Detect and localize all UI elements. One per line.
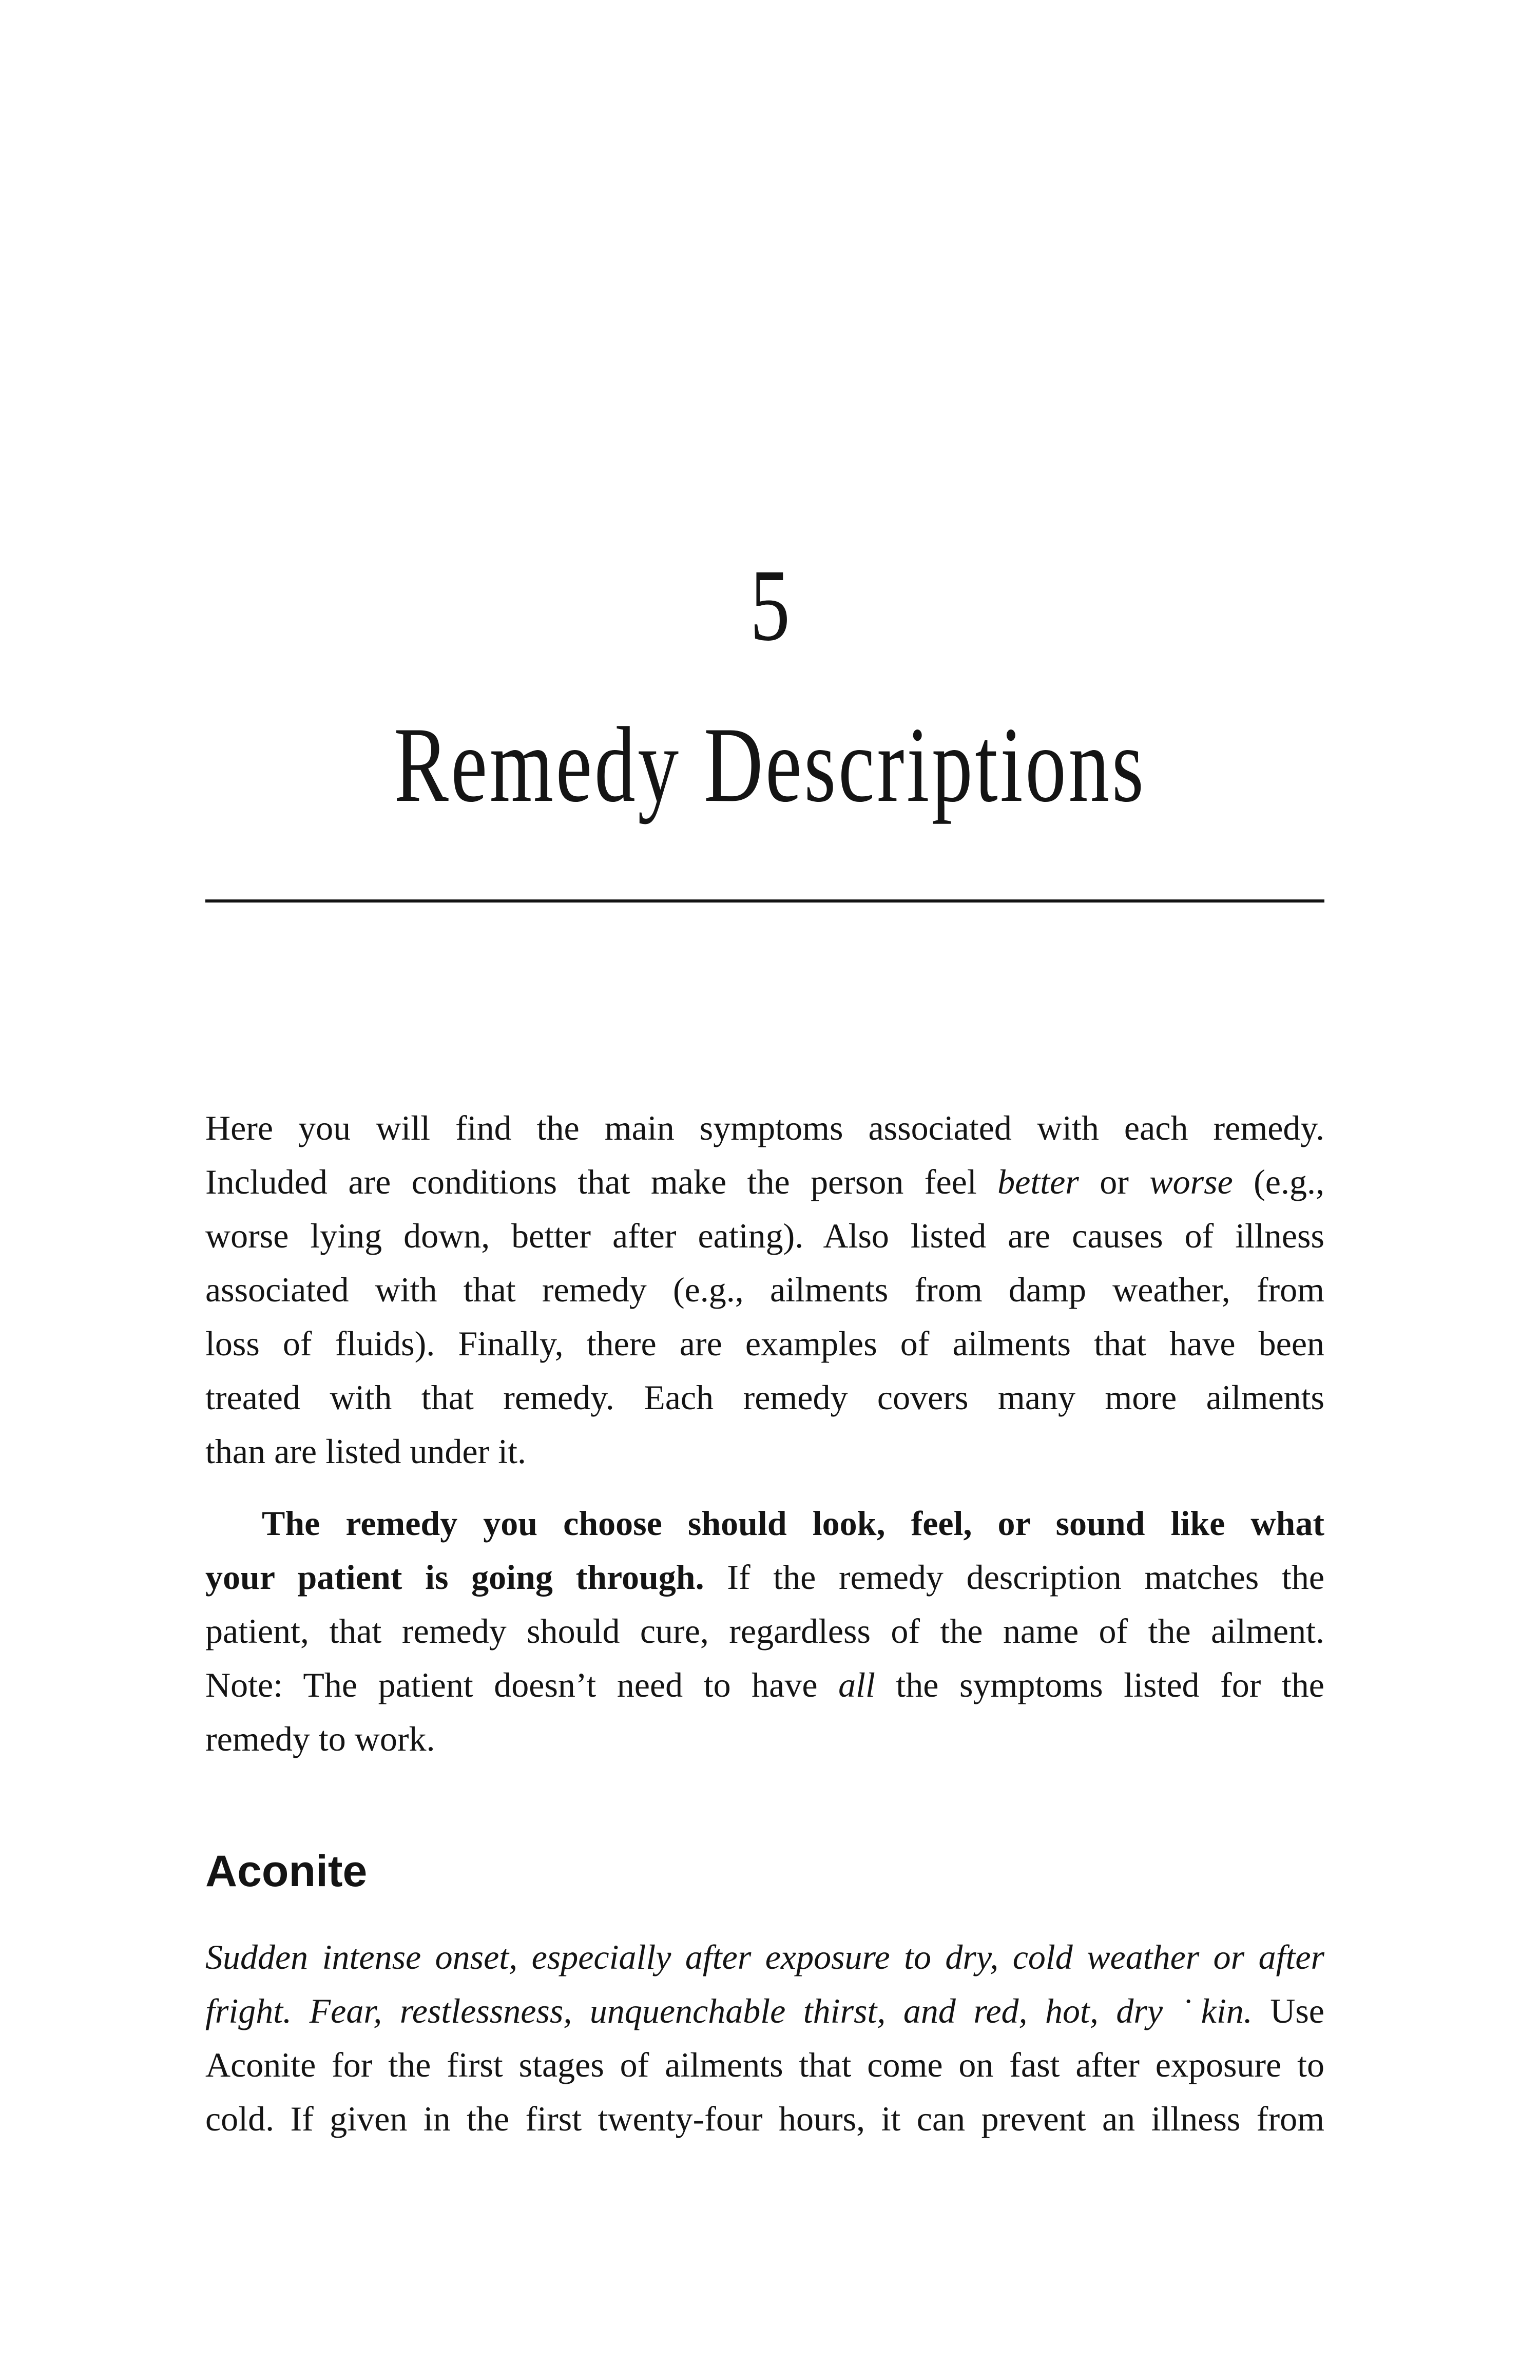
chapter-title: Remedy Descriptions (394, 705, 1146, 824)
italic-run: fright. Fear, restlessness, unquenchable thirst, and red, hot, dry ˙kin. (205, 1991, 1253, 2030)
text-line (205, 1658, 1324, 1712)
remedy-heading: Aconite (205, 1847, 368, 1896)
bold-run: your patient is going through. (205, 1558, 704, 1597)
text-run: the symptoms listed for the (875, 1665, 1324, 1704)
text-line (205, 1550, 1324, 1604)
text-run: or (1079, 1162, 1150, 1201)
text-line: Here you will find the main symptoms associated with each remedy. (205, 1108, 1324, 1147)
text-line: patient, that remedy should cure, regardless of the name of the ailment. (205, 1611, 1324, 1650)
remedy-description (205, 1930, 1324, 2146)
text-line: cold. If given in the first twenty-four hours, it can prevent an illness from (205, 2099, 1324, 2138)
text-run: Note: The patient doesn’t need to have (205, 1665, 839, 1704)
text-run: Use (1252, 1991, 1324, 2030)
text-line: treated with that remedy. Each remedy covers many more ailments (205, 1378, 1324, 1417)
text-line: worse lying down, better after eating). Also listed are causes of illness (205, 1216, 1324, 1255)
text-run: If the remedy description matches the (704, 1558, 1325, 1597)
intro-paragraph-1 (205, 1101, 1324, 1479)
emphasis-worse: worse (1149, 1162, 1233, 1201)
text-line: loss of fluids). Finally, there are examples of ailments that have been (205, 1324, 1324, 1363)
intro-paragraph-2 (205, 1496, 1324, 1766)
text-line: remedy to work. (205, 1719, 435, 1758)
text-line (205, 1155, 1324, 1209)
text-run: (e.g., (1233, 1162, 1324, 1201)
chapter-number: 5 (750, 549, 790, 662)
text-line-bold: The remedy you choose should look, feel, or sound like what (262, 1504, 1324, 1543)
text-line: associated with that remedy (e.g., ailments from damp weather, from (205, 1270, 1324, 1309)
emphasis-all: all (838, 1665, 875, 1704)
emphasis-better: better (997, 1162, 1079, 1201)
text-line: Aconite for the first stages of ailments that come on fast after exposure to (205, 2045, 1324, 2084)
text-line: than are listed under it. (205, 1432, 527, 1471)
text-line (205, 1984, 1324, 2038)
title-divider (205, 899, 1324, 903)
text-line-italic: Sudden intense onset, especially after exposure to dry, cold weather or after (205, 1937, 1324, 1976)
text-run: Included are conditions that make the person feel (205, 1162, 998, 1201)
